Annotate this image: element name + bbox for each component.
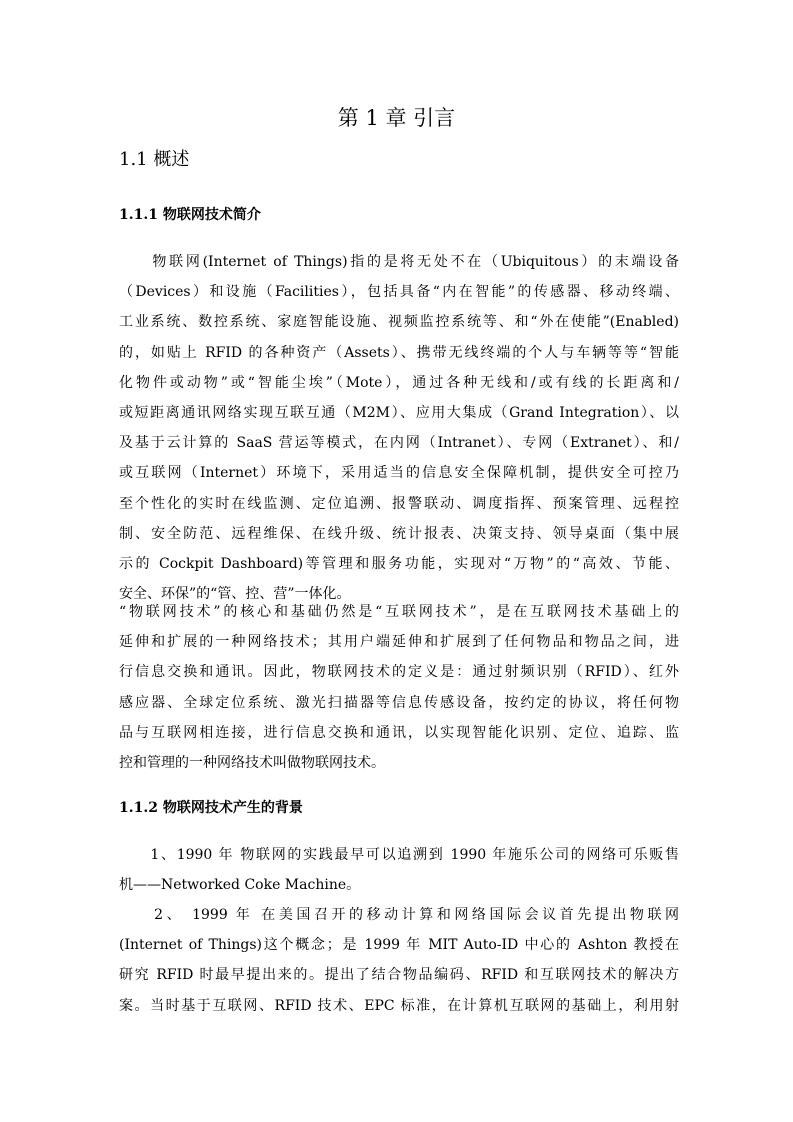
paragraph-line: 品与互联网相连接，进行信息交换和通讯，以实现智能化识别、定位、追踪、监 <box>119 724 679 741</box>
paragraph-line: 案。当时基于互联网、RFID 技术、EPC 标准，在计算机互联网的基础上，利用射 <box>119 997 679 1014</box>
paragraph-line: 物联网(Internet of Things)指的是将无处不在（Ubiquitous）的末端设备 <box>119 254 679 270</box>
paragraph-line: 化物件或动物”或“智能尘埃”（Mote），通过各种无线和/或有线的长距离和/ <box>119 374 679 391</box>
paragraph-line: 或短距离通讯网络实现互联互通（M2M）、应用大集成（Grand Integration）、以 <box>119 404 679 421</box>
paragraph-line: 延伸和扩展的一种网络技术；其用户端延伸和扩展到了任何物品和物品之间，进 <box>119 634 679 651</box>
paragraph-line: 控和管理的一种网络技术叫做物联网技术。 <box>119 754 385 771</box>
paragraph-line: 感应器、全球定位系统、激光扫描器等信息传感设备，按约定的协议，将任何物 <box>119 694 679 711</box>
paragraph-4 <box>119 900 679 1021</box>
paragraph-line: 工业系统、数控系统、家庭智能设施、视频监控系统等、和“外在使能”(Enabled) <box>119 314 679 331</box>
paragraph-3 <box>119 840 679 900</box>
paragraph-line: 研究 RFID 时最早提出来的。提出了结合物品编码、RFID 和互联网技术的解决方 <box>119 967 679 984</box>
paragraph-line: 1、1990 年 物联网的实践最早可以追溯到 1990 年施乐公司的网络可乐贩售 <box>119 847 679 863</box>
paragraph-line: (Internet of Things)这个概念；是 1999 年 MIT Auto-ID 中心的 Ashton 教授在 <box>119 937 679 954</box>
paragraph-line: 或互联网（Internet）环境下，采用适当的信息安全保障机制，提供安全可控乃 <box>119 465 679 482</box>
paragraph-line: 示的 Cockpit Dashboard)等管理和服务功能，实现对“万物”的“高效、节能、 <box>119 555 679 572</box>
paragraph-line: 安全、环保”的“管、控、营”一体化。 <box>119 586 351 603</box>
paragraph-line: 机——Networked Coke Machine。 <box>119 877 361 894</box>
paragraph-line: 的，如贴上 RFID 的各种资产（Assets）、携带无线终端的个人与车辆等等“智能 <box>119 344 679 361</box>
paragraph-line: 行信息交换和通讯。因此，物联网技术的定义是：通过射频识别（RFID）、红外 <box>119 664 679 681</box>
paragraph-line: 2、 1999 年 在美国召开的移动计算和网络国际会议首先提出物联网 <box>119 907 679 923</box>
paragraph-line: 至个性化的实时在线监测、定位追溯、报警联动、调度指挥、预案管理、远程控 <box>119 495 679 512</box>
paragraph-line: 及基于云计算的 SaaS 营运等模式，在内网（Intranet）、专网（Extranet）、和/ <box>119 435 679 452</box>
paragraph-line: “物联网技术”的核心和基础仍然是“互联网技术”，是在互联网技术基础上的 <box>119 604 679 620</box>
chapter-title: 第 1 章 引言 <box>337 106 456 130</box>
paragraph-line: （Devices）和设施（Facilities），包括具备“内在智能”的传感器、移动终端、 <box>119 284 679 301</box>
subsection-heading-1: 1.1.1 物联网技术简介 <box>119 207 261 223</box>
paragraph-2 <box>119 597 679 778</box>
subsection-heading-2: 1.1.2 物联网技术产生的背景 <box>119 800 303 816</box>
paragraph-line: 制、安全防范、远程维保、在线升级、统计报表、决策支持、领导桌面（集中展 <box>119 525 679 542</box>
paragraph-1 <box>119 247 679 609</box>
section-heading: 1.1 概述 <box>119 149 190 170</box>
